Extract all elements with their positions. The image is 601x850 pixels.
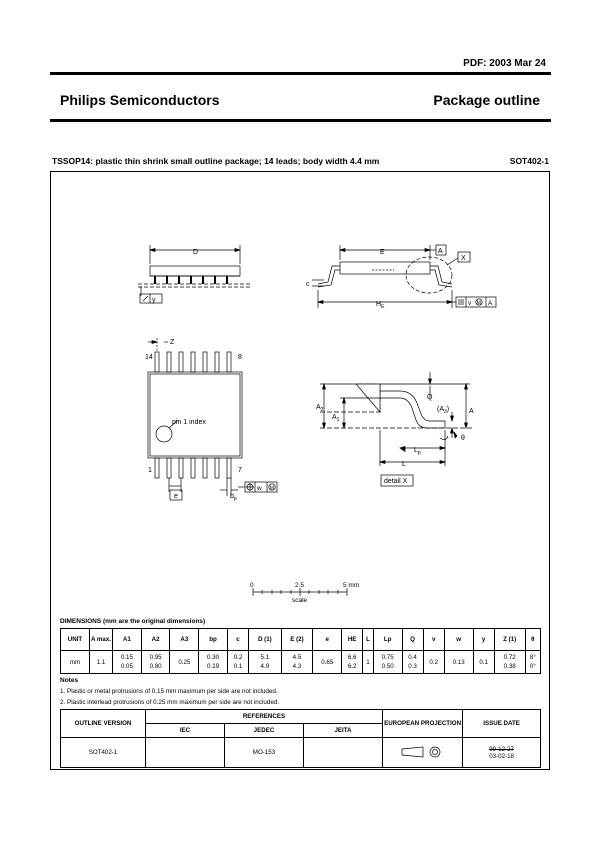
cell-bp: 0.30 0.19 bbox=[199, 651, 228, 674]
cell-D: 5.1 4.9 bbox=[249, 651, 281, 674]
col-theta: θ bbox=[525, 629, 540, 651]
col-unit: UNIT bbox=[61, 629, 90, 651]
label-v: v bbox=[468, 300, 472, 307]
pin-14: 14 bbox=[145, 354, 153, 361]
cell-w: 0.13 bbox=[444, 651, 473, 674]
iec-header: IEC bbox=[145, 724, 224, 738]
cell-A: 1.1 bbox=[90, 651, 113, 674]
package-code: SOT402-1 bbox=[509, 156, 549, 166]
dimensions-row-mm bbox=[61, 651, 541, 674]
issue-date-header: ISSUE DATE bbox=[463, 710, 541, 738]
label-L: L bbox=[402, 461, 406, 468]
col-A2: A2 bbox=[141, 629, 170, 651]
cell-y: 0.1 bbox=[473, 651, 494, 674]
pin-8: 8 bbox=[238, 354, 242, 361]
cell-HE: 6.6 6.2 bbox=[342, 651, 363, 674]
outline-version-value: SOT402-1 bbox=[61, 738, 146, 768]
col-L: L bbox=[363, 629, 374, 651]
label-M-v: M bbox=[476, 300, 481, 307]
label-theta: θ bbox=[461, 435, 465, 442]
dimensions-caption: DIMENSIONS (mm are the original dimensions) bbox=[60, 618, 206, 625]
label-M-w: M bbox=[269, 485, 274, 492]
label-A2: $A_2$ bbox=[316, 404, 324, 413]
col-Lp: Lp bbox=[373, 629, 402, 651]
end-view bbox=[312, 245, 496, 308]
pin-1: 1 bbox=[148, 467, 152, 474]
label-A-detail: A bbox=[469, 408, 474, 415]
col-v: v bbox=[423, 629, 444, 651]
dimensions-table bbox=[60, 628, 541, 674]
label-y: y bbox=[152, 297, 156, 304]
document-type: Package outline bbox=[433, 92, 540, 108]
dimensions-header-row bbox=[61, 629, 541, 651]
col-y: y bbox=[473, 629, 494, 651]
col-bp: bp bbox=[199, 629, 228, 651]
scale-2-5: 2.5 bbox=[295, 582, 305, 589]
cell-unit: mm bbox=[61, 651, 90, 674]
col-Z: Z (1) bbox=[494, 629, 525, 651]
scale-bar bbox=[253, 588, 347, 596]
col-D: D (1) bbox=[249, 629, 281, 651]
cell-theta: 8° 0° bbox=[525, 651, 540, 674]
jeita-header: JEITA bbox=[303, 724, 382, 738]
pin1-index-label: pin 1 index bbox=[172, 419, 206, 426]
note-1: 1. Plastic or metal protrusions of 0.15 mm maximum per side are not included. bbox=[60, 688, 278, 695]
jedec-value: MO-153 bbox=[224, 738, 303, 768]
col-w: w bbox=[444, 629, 473, 651]
cell-Lp: 0.75 0.50 bbox=[373, 651, 402, 674]
label-HE: $H_E$ bbox=[376, 301, 385, 310]
issue-date-value bbox=[463, 738, 541, 768]
label-Q: Q bbox=[427, 394, 433, 401]
cell-v: 0.2 bbox=[423, 651, 444, 674]
datum-A: A bbox=[438, 248, 443, 255]
label-A3: $(A_3)$ bbox=[437, 406, 450, 415]
col-A1: A1 bbox=[113, 629, 142, 651]
scale-0: 0 bbox=[250, 582, 254, 589]
col-Q: Q bbox=[402, 629, 423, 651]
scale-5mm: 5 mm bbox=[343, 582, 360, 589]
projection-symbol bbox=[382, 738, 462, 768]
col-HE: HE bbox=[342, 629, 363, 651]
projection-icon bbox=[399, 745, 447, 759]
outline-version-header: OUTLINE VERSION bbox=[61, 710, 146, 738]
issue-date-new: 03-02-18 bbox=[489, 752, 514, 760]
issue-date-old: 99-12-27 bbox=[489, 745, 514, 753]
pin-7: 7 bbox=[238, 467, 242, 474]
cell-c: 0.2 0.1 bbox=[227, 651, 248, 674]
label-Z: Z bbox=[170, 339, 175, 346]
col-c: c bbox=[227, 629, 248, 651]
cell-L: 1 bbox=[363, 651, 374, 674]
european-projection-header: EUROPEAN PROJECTION bbox=[382, 710, 462, 738]
label-D: D bbox=[193, 249, 199, 256]
cell-Q: 0.4 0.3 bbox=[402, 651, 423, 674]
top-view bbox=[148, 338, 277, 500]
references-table bbox=[60, 709, 541, 768]
cell-Z: 0.72 0.38 bbox=[494, 651, 525, 674]
col-A: A max. bbox=[90, 629, 113, 651]
col-e: e bbox=[313, 629, 342, 651]
scale-label: scale bbox=[292, 597, 308, 604]
label-c: c bbox=[306, 281, 310, 288]
note-2: 2. Plastic interlead protrusions of 0.25 mm maximum per side are not included. bbox=[60, 699, 280, 706]
detail-x bbox=[320, 372, 474, 486]
package-title: TSSOP14: plastic thin shrink small outline package; 14 leads; body width 4.4 mm bbox=[52, 156, 380, 166]
cell-E: 4.5 4.3 bbox=[281, 651, 313, 674]
notes-title: Notes bbox=[60, 677, 79, 684]
jedec-header: JEDEC bbox=[224, 724, 303, 738]
detail-caption: detail X bbox=[384, 478, 408, 485]
label-A-ref: A bbox=[488, 300, 493, 307]
cell-A2: 0.95 0.80 bbox=[141, 651, 170, 674]
label-e: e bbox=[174, 493, 178, 500]
label-X: X bbox=[461, 255, 466, 262]
col-A3: A3 bbox=[170, 629, 199, 651]
label-E: E bbox=[380, 249, 385, 256]
company-name: Philips Semiconductors bbox=[60, 92, 220, 108]
label-Lp: $L_p$ bbox=[414, 447, 421, 456]
cell-A3: 0.25 bbox=[170, 651, 199, 674]
label-bp: $b_p$ bbox=[230, 493, 237, 502]
cell-e: 0.65 bbox=[313, 651, 342, 674]
col-E: E (2) bbox=[281, 629, 313, 651]
cell-A1: 0.15 0.05 bbox=[113, 651, 142, 674]
pdf-date: PDF: 2003 Mar 24 bbox=[463, 58, 546, 69]
label-A1: $A_1$ bbox=[332, 414, 340, 423]
iec-value bbox=[145, 738, 224, 768]
references-header: REFERENCES bbox=[145, 710, 382, 724]
label-w: w bbox=[257, 485, 262, 492]
jeita-value bbox=[303, 738, 382, 768]
